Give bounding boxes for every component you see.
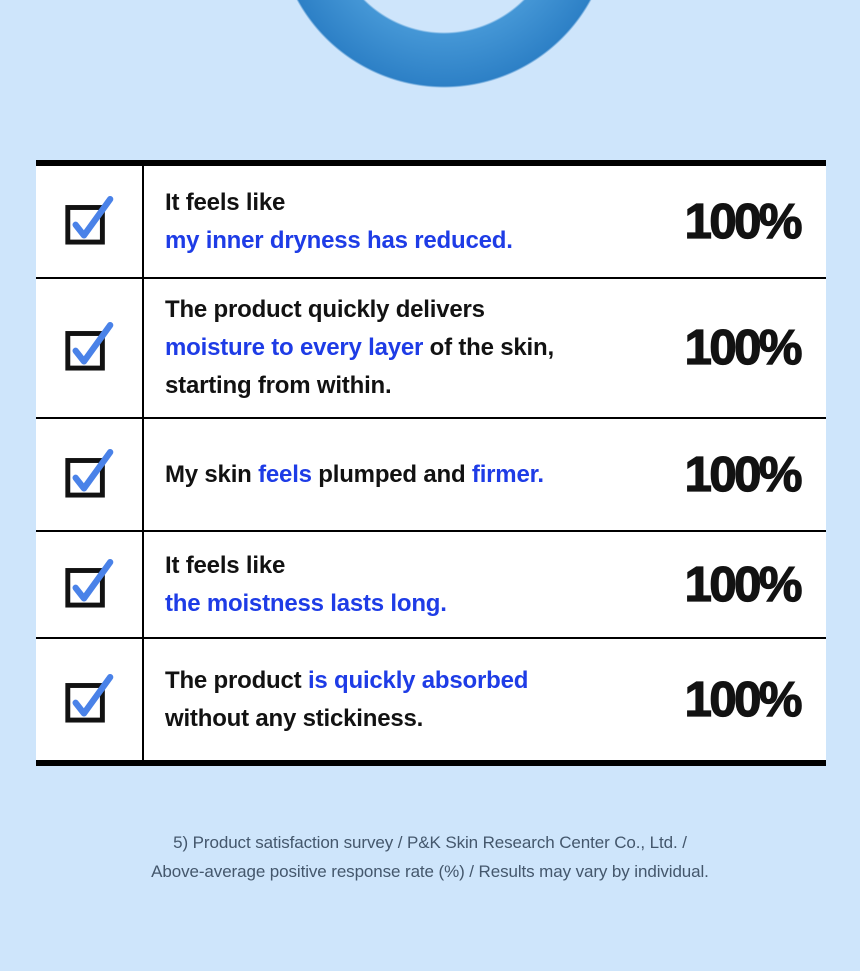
statement-text [144, 166, 612, 277]
statement-line: It feels like [165, 188, 286, 216]
table-row [36, 530, 826, 637]
checkbox-cell [36, 166, 144, 277]
checkbox-checked-icon [60, 556, 118, 614]
statement-text [144, 419, 612, 530]
percent-value: 100% [684, 194, 800, 249]
statement-line: The product is quickly absorbed [165, 666, 529, 694]
checkbox-cell [36, 639, 144, 760]
statement-line: The product quickly delivers [165, 296, 485, 323]
statement-line: my inner dryness has reduced. [165, 226, 513, 254]
checkbox-cell [36, 279, 144, 417]
checkbox-checked-icon [60, 446, 118, 504]
statement-text [144, 279, 612, 417]
statement-text [144, 532, 612, 637]
statement-line: starting from within. [165, 372, 392, 399]
statement-line: without any stickiness. [165, 704, 424, 732]
statement-text [144, 639, 612, 760]
statement-line: moisture to every layer of the skin, [165, 334, 554, 361]
checkbox-cell [36, 419, 144, 530]
checkbox-checked-icon [60, 319, 118, 377]
percent-value: 100% [684, 447, 800, 502]
statement-line: My skin feels plumped and firmer. [165, 460, 544, 488]
survey-table [36, 160, 826, 766]
percent-value: 100% [684, 321, 800, 375]
percent-value: 100% [684, 672, 800, 727]
percent-value: 100% [684, 557, 800, 612]
checkbox-checked-icon [60, 671, 118, 729]
table-row [36, 417, 826, 530]
checkbox-cell [36, 532, 144, 637]
statement-line: It feels like [165, 551, 286, 579]
table-row [36, 637, 826, 760]
footnote-line-2: Above-average positive response rate (%) / Results may vary by individual. [151, 862, 709, 881]
donut-ring-graphic [276, 0, 612, 88]
footnote-line-1: 5) Product satisfaction survey / P&K Skin Research Center Co., Ltd. / [173, 833, 687, 852]
table-row [36, 166, 826, 277]
footnote [0, 828, 860, 886]
checkbox-checked-icon [60, 193, 118, 251]
table-row [36, 277, 826, 417]
statement-line: the moistness lasts long. [165, 589, 447, 617]
